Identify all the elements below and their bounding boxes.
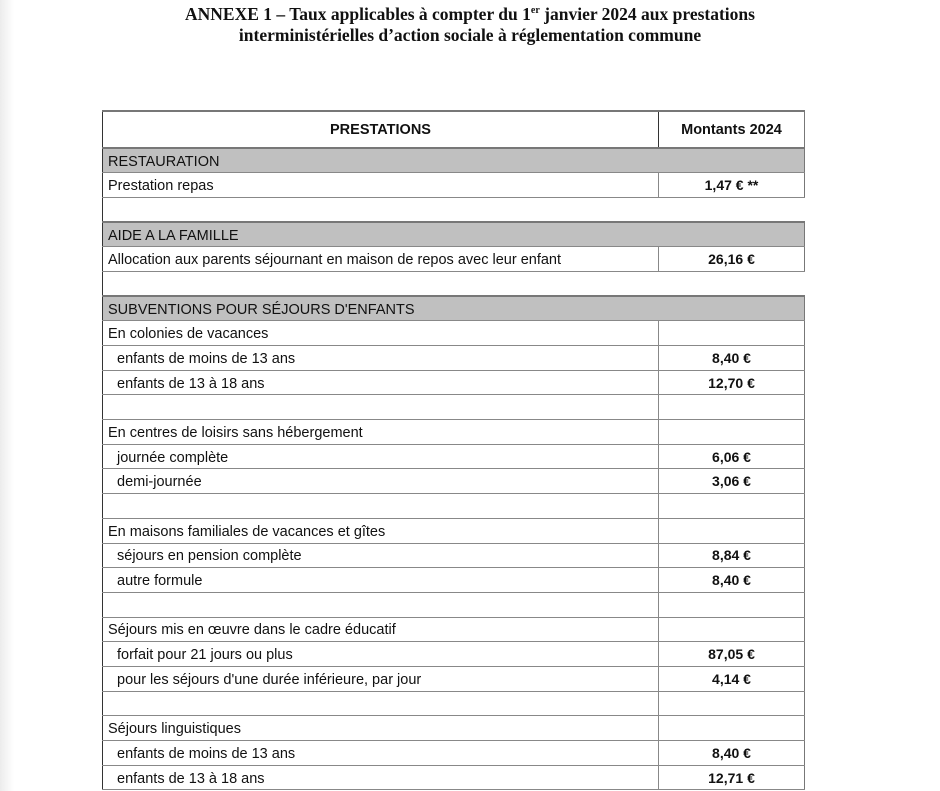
title-superscript: er bbox=[530, 5, 540, 17]
group-row-centres-loisirs bbox=[103, 420, 805, 445]
table-row bbox=[103, 642, 805, 667]
section-title: SUBVENTIONS POUR SÉJOURS D'ENFANTS bbox=[103, 296, 805, 321]
row-label: autre formule bbox=[103, 568, 659, 593]
row-amount: 6,06 € bbox=[659, 444, 805, 469]
row-label: enfants de moins de 13 ans bbox=[103, 741, 659, 766]
blank-row bbox=[103, 395, 805, 420]
row-amount: 3,06 € bbox=[659, 469, 805, 494]
row-label: séjours en pension complète bbox=[103, 543, 659, 568]
table-row bbox=[103, 568, 805, 593]
row-amount: 8,84 € bbox=[659, 543, 805, 568]
section-header-aide-famille bbox=[103, 222, 805, 247]
spacer-row bbox=[103, 197, 805, 222]
header-montants: Montants 2024 bbox=[659, 111, 805, 148]
group-row-colonies bbox=[103, 321, 805, 346]
row-amount: 8,40 € bbox=[659, 568, 805, 593]
row-label: forfait pour 21 jours ou plus bbox=[103, 642, 659, 667]
row-label: enfants de 13 à 18 ans bbox=[103, 370, 659, 395]
table-row bbox=[103, 346, 805, 371]
section-title: AIDE A LA FAMILLE bbox=[103, 222, 805, 247]
row-label: Allocation aux parents séjournant en maison de repos avec leur enfant bbox=[103, 247, 659, 272]
blank-row bbox=[103, 592, 805, 617]
row-amount: 4,14 € bbox=[659, 666, 805, 691]
title-line-1-start: ANNEXE 1 – Taux applicables à compter du 1 bbox=[185, 4, 531, 24]
row-amount: 26,16 € bbox=[659, 247, 805, 272]
title-line-1 bbox=[0, 4, 940, 25]
table-row bbox=[103, 370, 805, 395]
section-title: RESTAURATION bbox=[103, 148, 805, 173]
group-label: En colonies de vacances bbox=[103, 321, 659, 346]
table-row bbox=[103, 666, 805, 691]
table-row bbox=[103, 765, 805, 790]
row-label: enfants de moins de 13 ans bbox=[103, 346, 659, 371]
group-label: Séjours linguistiques bbox=[103, 716, 659, 741]
row-label: demi-journée bbox=[103, 469, 659, 494]
row-label: enfants de 13 à 18 ans bbox=[103, 765, 659, 790]
spacer-row bbox=[103, 271, 805, 296]
group-row-linguistiques bbox=[103, 716, 805, 741]
table-row bbox=[103, 247, 805, 272]
group-label: Séjours mis en œuvre dans le cadre éducatif bbox=[103, 617, 659, 642]
table-header-row bbox=[103, 111, 805, 148]
table-row bbox=[103, 741, 805, 766]
rates-table-container bbox=[102, 110, 804, 790]
table-row bbox=[103, 469, 805, 494]
row-amount: 8,40 € bbox=[659, 741, 805, 766]
rates-table bbox=[102, 110, 805, 790]
blank-row bbox=[103, 691, 805, 716]
title-line-2: interministérielles d’action sociale à réglementation commune bbox=[238, 25, 702, 45]
group-row-cadre-educatif bbox=[103, 617, 805, 642]
group-row-maisons-familiales bbox=[103, 518, 805, 543]
table-row bbox=[103, 543, 805, 568]
row-amount: 12,70 € bbox=[659, 370, 805, 395]
section-header-subventions bbox=[103, 296, 805, 321]
table-row bbox=[103, 444, 805, 469]
group-label: En maisons familiales de vacances et gîtes bbox=[103, 518, 659, 543]
header-prestations: PRESTATIONS bbox=[103, 111, 659, 148]
row-amount: 1,47 € ** bbox=[659, 173, 805, 198]
row-amount: 8,40 € bbox=[659, 346, 805, 371]
page-edge-shadow bbox=[0, 0, 14, 791]
row-label: journée complète bbox=[103, 444, 659, 469]
row-amount: 87,05 € bbox=[659, 642, 805, 667]
section-header-restauration bbox=[103, 148, 805, 173]
title-line-1-end: janvier 2024 aux prestations bbox=[539, 4, 755, 24]
blank-row bbox=[103, 494, 805, 519]
document-title bbox=[0, 4, 940, 46]
group-label: En centres de loisirs sans hébergement bbox=[103, 420, 659, 445]
row-label: Prestation repas bbox=[103, 173, 659, 198]
table-row bbox=[103, 173, 805, 198]
row-amount: 12,71 € bbox=[659, 765, 805, 790]
row-label: pour les séjours d'une durée inférieure, par jour bbox=[103, 666, 659, 691]
